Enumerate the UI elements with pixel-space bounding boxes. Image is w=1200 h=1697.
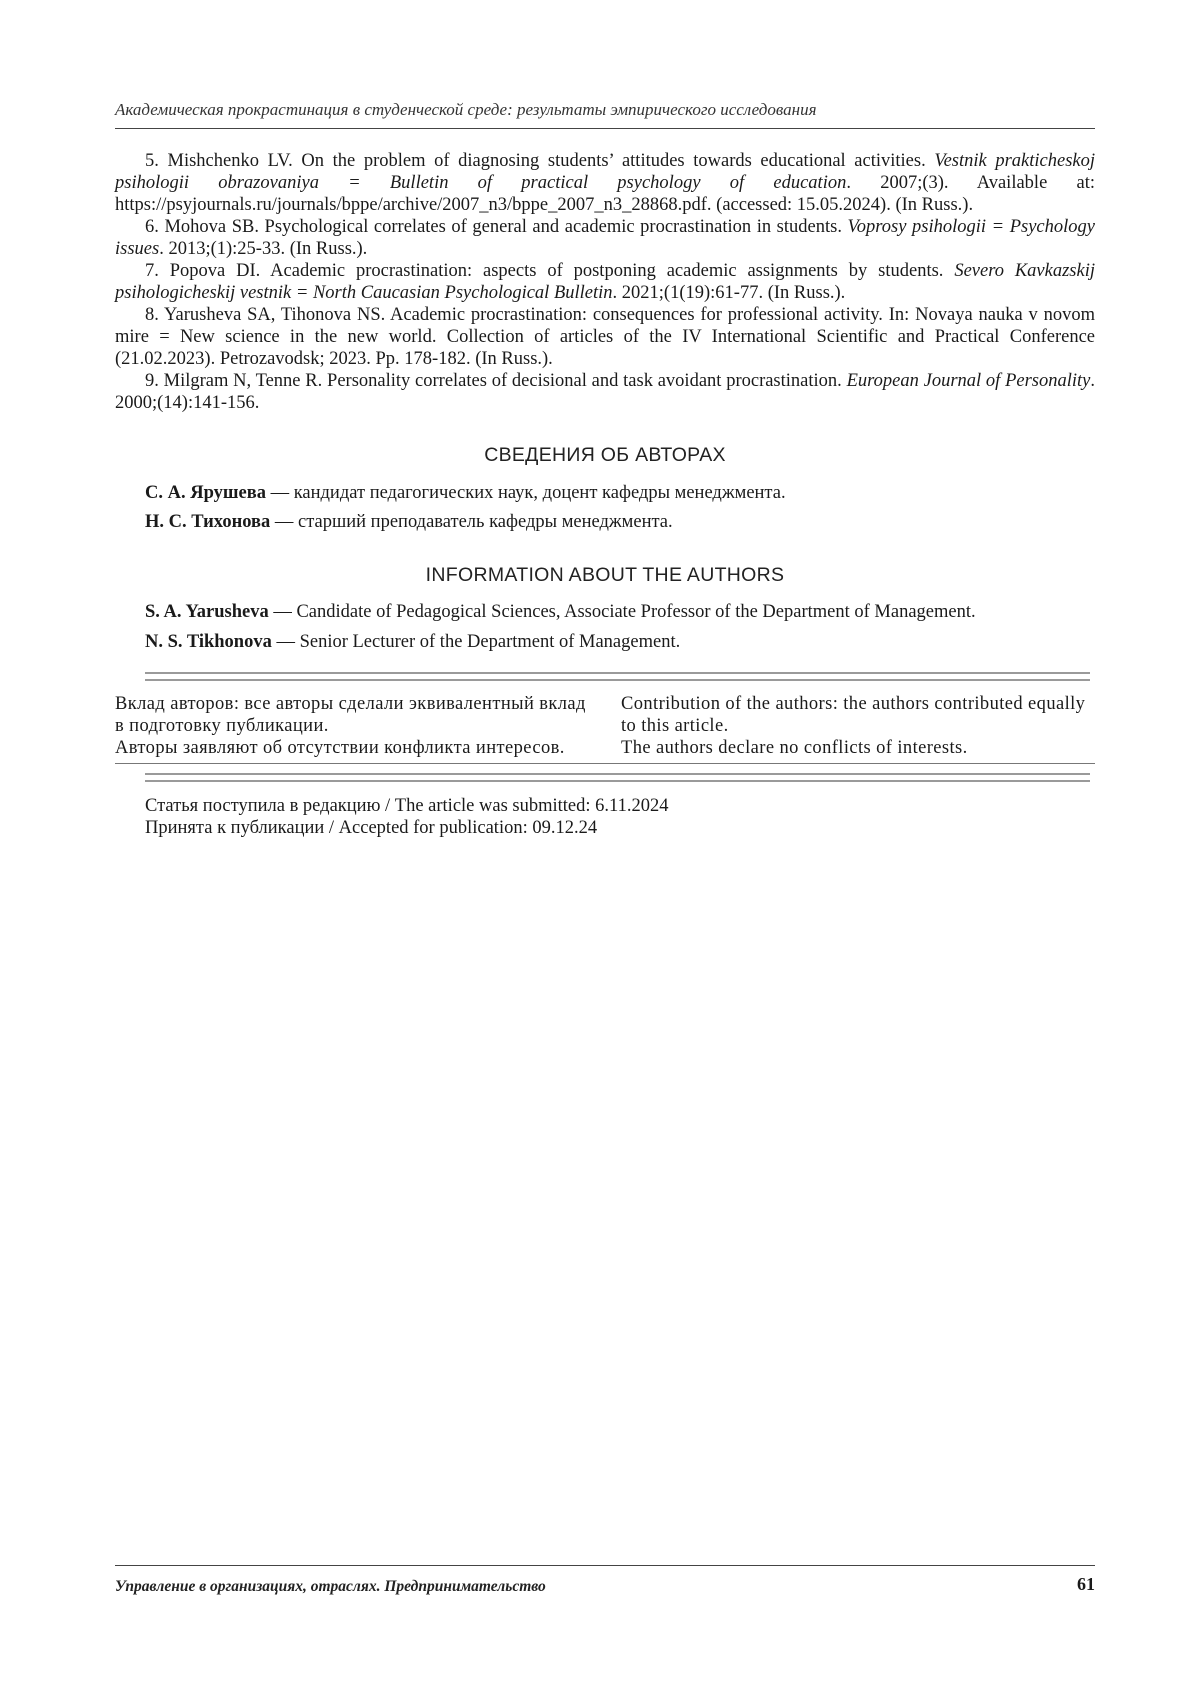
accepted-date: Принята к публикации / Accepted for publication: 09.12.24 xyxy=(145,818,598,838)
author-name: С. А. Ярушева xyxy=(145,483,266,503)
reference-item xyxy=(115,370,1095,414)
reference-source: Voprosy psihologii = Psychology issues xyxy=(115,217,1095,259)
reference-number: 6. xyxy=(145,217,159,237)
author-name: S. A. Yarusheva xyxy=(145,602,269,622)
reference-source: European Journal of Personality xyxy=(846,371,1091,391)
author-en-item xyxy=(145,601,1095,623)
reference-details: . 2007;(3). Available at: https://psyjournals.ru/journals/bppe/archive/2007_n3/bppe_2007_n3_28868.pdf. (accessed: 15.05.2024). (In Russ.). xyxy=(115,173,1095,215)
reference-details: . 2000;(14):141-156. xyxy=(115,371,1096,413)
reference-number: 9. xyxy=(145,371,159,391)
reference-list xyxy=(115,150,1095,414)
author-ru-item xyxy=(145,511,1095,533)
running-head: Академическая прокрастинация в студенческой среде: результаты эмпирического исследования xyxy=(115,100,1095,129)
reference-item xyxy=(115,150,1095,216)
author-description: — кандидат педагогических наук, доцент кафедры менеджмента. xyxy=(265,483,786,503)
contribution-en xyxy=(621,693,1095,759)
author-ru-item xyxy=(145,482,1095,504)
reference-number: 5. xyxy=(145,151,159,171)
conflict-en-text: The authors declare no conflicts of interests. xyxy=(621,738,968,758)
reference-text: Yarusheva SA, Tihonova NS. Academic procrastination: consequences for professional activity. In: Novaya nauka v novom mire = New science in the new world. Collection of articles of the IV International Scientific and Practical Conference (21.02.2023). Petrozavodsk; 2023. Pp. 178-182. (In Russ.). xyxy=(115,305,1095,369)
contribution-ru-text: Вклад авторов: все авторы сделали эквивалентный вклад в подготовку публикации. xyxy=(115,694,586,736)
reference-text: Mohova SB. Psychological correlates of general and academic procrastination in students. xyxy=(164,217,848,237)
author-description: — старший преподаватель кафедры менеджмента. xyxy=(270,512,673,532)
page-footer xyxy=(115,1565,1095,1596)
reference-text: Popova DI. Academic procrastination: aspects of postponing academic assignments by students. xyxy=(169,261,955,281)
reference-details: . 2013;(1):25-33. (In Russ.). xyxy=(159,239,368,259)
reference-number: 7. xyxy=(145,261,159,281)
reference-details: . 2021;(1(19):61-77. (In Russ.). xyxy=(612,283,846,303)
reference-item xyxy=(115,216,1095,260)
author-description: — Candidate of Pedagogical Sciences, Associate Professor of the Department of Management. xyxy=(268,602,976,622)
submitted-date: Статья поступила в редакцию / The article was submitted: 6.11.2024 xyxy=(145,796,669,816)
author-description: — Senior Lecturer of the Department of Management. xyxy=(271,632,681,652)
reference-item xyxy=(115,260,1095,304)
authors-ru-title: СВЕДЕНИЯ ОБ АВТОРАХ xyxy=(484,444,726,466)
double-divider xyxy=(145,773,1090,782)
reference-number: 8. xyxy=(145,305,159,325)
author-name: N. S. Tikhonova xyxy=(145,632,272,652)
reference-text: Mishchenko LV. On the problem of diagnosing students’ attitudes towards educational activities. xyxy=(167,151,935,171)
conflict-ru-text: Авторы заявляют об отсутствии конфликта интересов. xyxy=(115,738,565,758)
authors-en-title: INFORMATION ABOUT THE AUTHORS xyxy=(425,564,785,586)
reference-source: Severo Kavkazskij psihologicheskij vestnik = North Caucasian Psychological Bulletin xyxy=(115,261,1095,303)
reference-text: Milgram N, Tenne R. Personality correlates of decisional and task avoidant procrastination. xyxy=(163,371,847,391)
reference-source: Vestnik prakticheskoj psihologii obrazovaniya = Bulletin of practical psychology of education xyxy=(115,151,1096,193)
author-en-item xyxy=(145,631,1095,653)
author-name: Н. С. Тихонова xyxy=(145,512,271,532)
article-dates xyxy=(145,795,1095,839)
double-divider xyxy=(145,672,1090,681)
contribution-block xyxy=(115,693,1095,764)
journal-title: Управление в организациях, отраслях. Предпринимательство xyxy=(115,1578,546,1595)
contribution-ru xyxy=(115,693,590,759)
reference-item xyxy=(115,304,1095,370)
journal-page xyxy=(115,0,1095,1697)
page-number: 61 xyxy=(1077,1574,1095,1594)
contribution-en-text: Contribution of the authors: the authors contributed equally to this article. xyxy=(621,694,1086,736)
